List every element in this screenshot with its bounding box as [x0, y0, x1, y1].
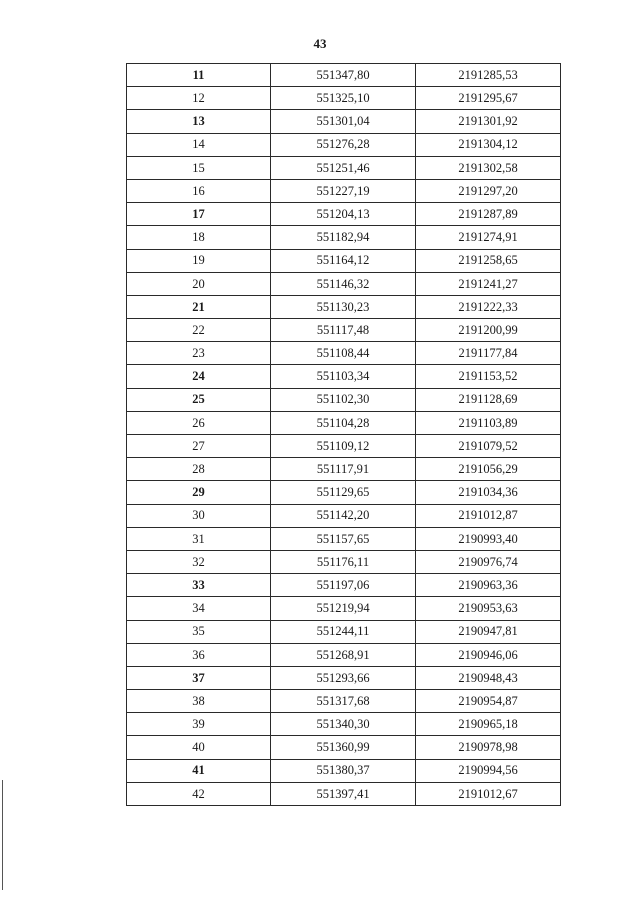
- y-coordinate-cell: 2190947,81: [416, 620, 561, 643]
- point-number-cell: 30: [127, 504, 271, 527]
- point-number-cell: 15: [127, 156, 271, 179]
- x-coordinate-cell: 551157,65: [271, 527, 416, 550]
- y-coordinate-cell: 2191301,92: [416, 110, 561, 133]
- y-coordinate-cell: 2191287,89: [416, 203, 561, 226]
- point-number-cell: 41: [127, 759, 271, 782]
- point-number-cell: 20: [127, 272, 271, 295]
- y-coordinate-cell: 2190965,18: [416, 713, 561, 736]
- table-row: [127, 411, 561, 434]
- table-row: [127, 736, 561, 759]
- point-number-cell: 42: [127, 782, 271, 805]
- table-row: [127, 666, 561, 689]
- y-coordinate-cell: 2190978,98: [416, 736, 561, 759]
- y-coordinate-cell: 2191302,58: [416, 156, 561, 179]
- y-coordinate-cell: 2191177,84: [416, 342, 561, 365]
- table-row: [127, 272, 561, 295]
- point-number-cell: 22: [127, 319, 271, 342]
- point-number-cell: 25: [127, 388, 271, 411]
- point-number-cell: 23: [127, 342, 271, 365]
- table-row: [127, 782, 561, 805]
- point-number-cell: 33: [127, 574, 271, 597]
- y-coordinate-cell: 2191153,52: [416, 365, 561, 388]
- x-coordinate-cell: 551293,66: [271, 666, 416, 689]
- y-coordinate-cell: 2191241,27: [416, 272, 561, 295]
- y-coordinate-cell: 2191079,52: [416, 435, 561, 458]
- page-number: 43: [313, 36, 327, 51]
- table-row: [127, 249, 561, 272]
- point-number-cell: 18: [127, 226, 271, 249]
- table-row: [127, 527, 561, 550]
- x-coordinate-cell: 551130,23: [271, 295, 416, 318]
- scan-margin-line: [2, 780, 3, 890]
- y-coordinate-cell: 2191128,69: [416, 388, 561, 411]
- y-coordinate-cell: 2191034,36: [416, 481, 561, 504]
- x-coordinate-cell: 551142,20: [271, 504, 416, 527]
- table-row: [127, 133, 561, 156]
- point-number-cell: 32: [127, 550, 271, 573]
- table-row: [127, 643, 561, 666]
- x-coordinate-cell: 551347,80: [271, 64, 416, 87]
- y-coordinate-cell: 2191258,65: [416, 249, 561, 272]
- point-number-cell: 28: [127, 458, 271, 481]
- table-row: [127, 64, 561, 87]
- y-coordinate-cell: 2190954,87: [416, 690, 561, 713]
- x-coordinate-cell: 551117,48: [271, 319, 416, 342]
- coordinates-table-body: [127, 64, 561, 806]
- table-row: [127, 504, 561, 527]
- x-coordinate-cell: 551340,30: [271, 713, 416, 736]
- y-coordinate-cell: 2190948,43: [416, 666, 561, 689]
- point-number-cell: 14: [127, 133, 271, 156]
- point-number-cell: 39: [127, 713, 271, 736]
- x-coordinate-cell: 551109,12: [271, 435, 416, 458]
- table-row: [127, 156, 561, 179]
- x-coordinate-cell: 551360,99: [271, 736, 416, 759]
- point-number-cell: 34: [127, 597, 271, 620]
- y-coordinate-cell: 2190993,40: [416, 527, 561, 550]
- x-coordinate-cell: 551104,28: [271, 411, 416, 434]
- point-number-cell: 38: [127, 690, 271, 713]
- point-number-cell: 26: [127, 411, 271, 434]
- x-coordinate-cell: 551227,19: [271, 179, 416, 202]
- x-coordinate-cell: 551301,04: [271, 110, 416, 133]
- point-number-cell: 12: [127, 87, 271, 110]
- point-number-cell: 11: [127, 64, 271, 87]
- x-coordinate-cell: 551182,94: [271, 226, 416, 249]
- table-row: [127, 713, 561, 736]
- x-coordinate-cell: 551325,10: [271, 87, 416, 110]
- point-number-cell: 29: [127, 481, 271, 504]
- point-number-cell: 17: [127, 203, 271, 226]
- x-coordinate-cell: 551251,46: [271, 156, 416, 179]
- x-coordinate-cell: 551197,06: [271, 574, 416, 597]
- point-number-cell: 36: [127, 643, 271, 666]
- y-coordinate-cell: 2191274,91: [416, 226, 561, 249]
- x-coordinate-cell: 551102,30: [271, 388, 416, 411]
- table-row: [127, 690, 561, 713]
- point-number-cell: 24: [127, 365, 271, 388]
- x-coordinate-cell: 551276,28: [271, 133, 416, 156]
- x-coordinate-cell: 551146,32: [271, 272, 416, 295]
- x-coordinate-cell: 551268,91: [271, 643, 416, 666]
- table-row: [127, 179, 561, 202]
- y-coordinate-cell: 2191285,53: [416, 64, 561, 87]
- point-number-cell: 16: [127, 179, 271, 202]
- y-coordinate-cell: 2191297,20: [416, 179, 561, 202]
- point-number-cell: 37: [127, 666, 271, 689]
- x-coordinate-cell: 551219,94: [271, 597, 416, 620]
- table-row: [127, 342, 561, 365]
- x-coordinate-cell: 551117,91: [271, 458, 416, 481]
- point-number-cell: 35: [127, 620, 271, 643]
- x-coordinate-cell: 551129,65: [271, 481, 416, 504]
- point-number-cell: 21: [127, 295, 271, 318]
- table-row: [127, 458, 561, 481]
- y-coordinate-cell: 2191012,67: [416, 782, 561, 805]
- table-row: [127, 597, 561, 620]
- x-coordinate-cell: 551204,13: [271, 203, 416, 226]
- x-coordinate-cell: 551380,37: [271, 759, 416, 782]
- y-coordinate-cell: 2190953,63: [416, 597, 561, 620]
- table-row: [127, 435, 561, 458]
- table-row: [127, 620, 561, 643]
- table-row: [127, 319, 561, 342]
- y-coordinate-cell: 2190946,06: [416, 643, 561, 666]
- x-coordinate-cell: 551317,68: [271, 690, 416, 713]
- table-row: [127, 759, 561, 782]
- y-coordinate-cell: 2191103,89: [416, 411, 561, 434]
- table-row: [127, 226, 561, 249]
- x-coordinate-cell: 551103,34: [271, 365, 416, 388]
- y-coordinate-cell: 2191012,87: [416, 504, 561, 527]
- x-coordinate-cell: 551108,44: [271, 342, 416, 365]
- point-number-cell: 19: [127, 249, 271, 272]
- y-coordinate-cell: 2191304,12: [416, 133, 561, 156]
- y-coordinate-cell: 2191200,99: [416, 319, 561, 342]
- point-number-cell: 13: [127, 110, 271, 133]
- x-coordinate-cell: 551164,12: [271, 249, 416, 272]
- point-number-cell: 40: [127, 736, 271, 759]
- x-coordinate-cell: 551244,11: [271, 620, 416, 643]
- y-coordinate-cell: 2190976,74: [416, 550, 561, 573]
- table-row: [127, 365, 561, 388]
- coordinates-table: [126, 63, 561, 806]
- y-coordinate-cell: 2191222,33: [416, 295, 561, 318]
- table-row: [127, 110, 561, 133]
- table-row: [127, 481, 561, 504]
- point-number-cell: 31: [127, 527, 271, 550]
- table-row: [127, 550, 561, 573]
- y-coordinate-cell: 2190994,56: [416, 759, 561, 782]
- table-row: [127, 388, 561, 411]
- table-row: [127, 203, 561, 226]
- y-coordinate-cell: 2190963,36: [416, 574, 561, 597]
- point-number-cell: 27: [127, 435, 271, 458]
- x-coordinate-cell: 551397,41: [271, 782, 416, 805]
- x-coordinate-cell: 551176,11: [271, 550, 416, 573]
- table-row: [127, 574, 561, 597]
- y-coordinate-cell: 2191056,29: [416, 458, 561, 481]
- y-coordinate-cell: 2191295,67: [416, 87, 561, 110]
- table-row: [127, 295, 561, 318]
- table-row: [127, 87, 561, 110]
